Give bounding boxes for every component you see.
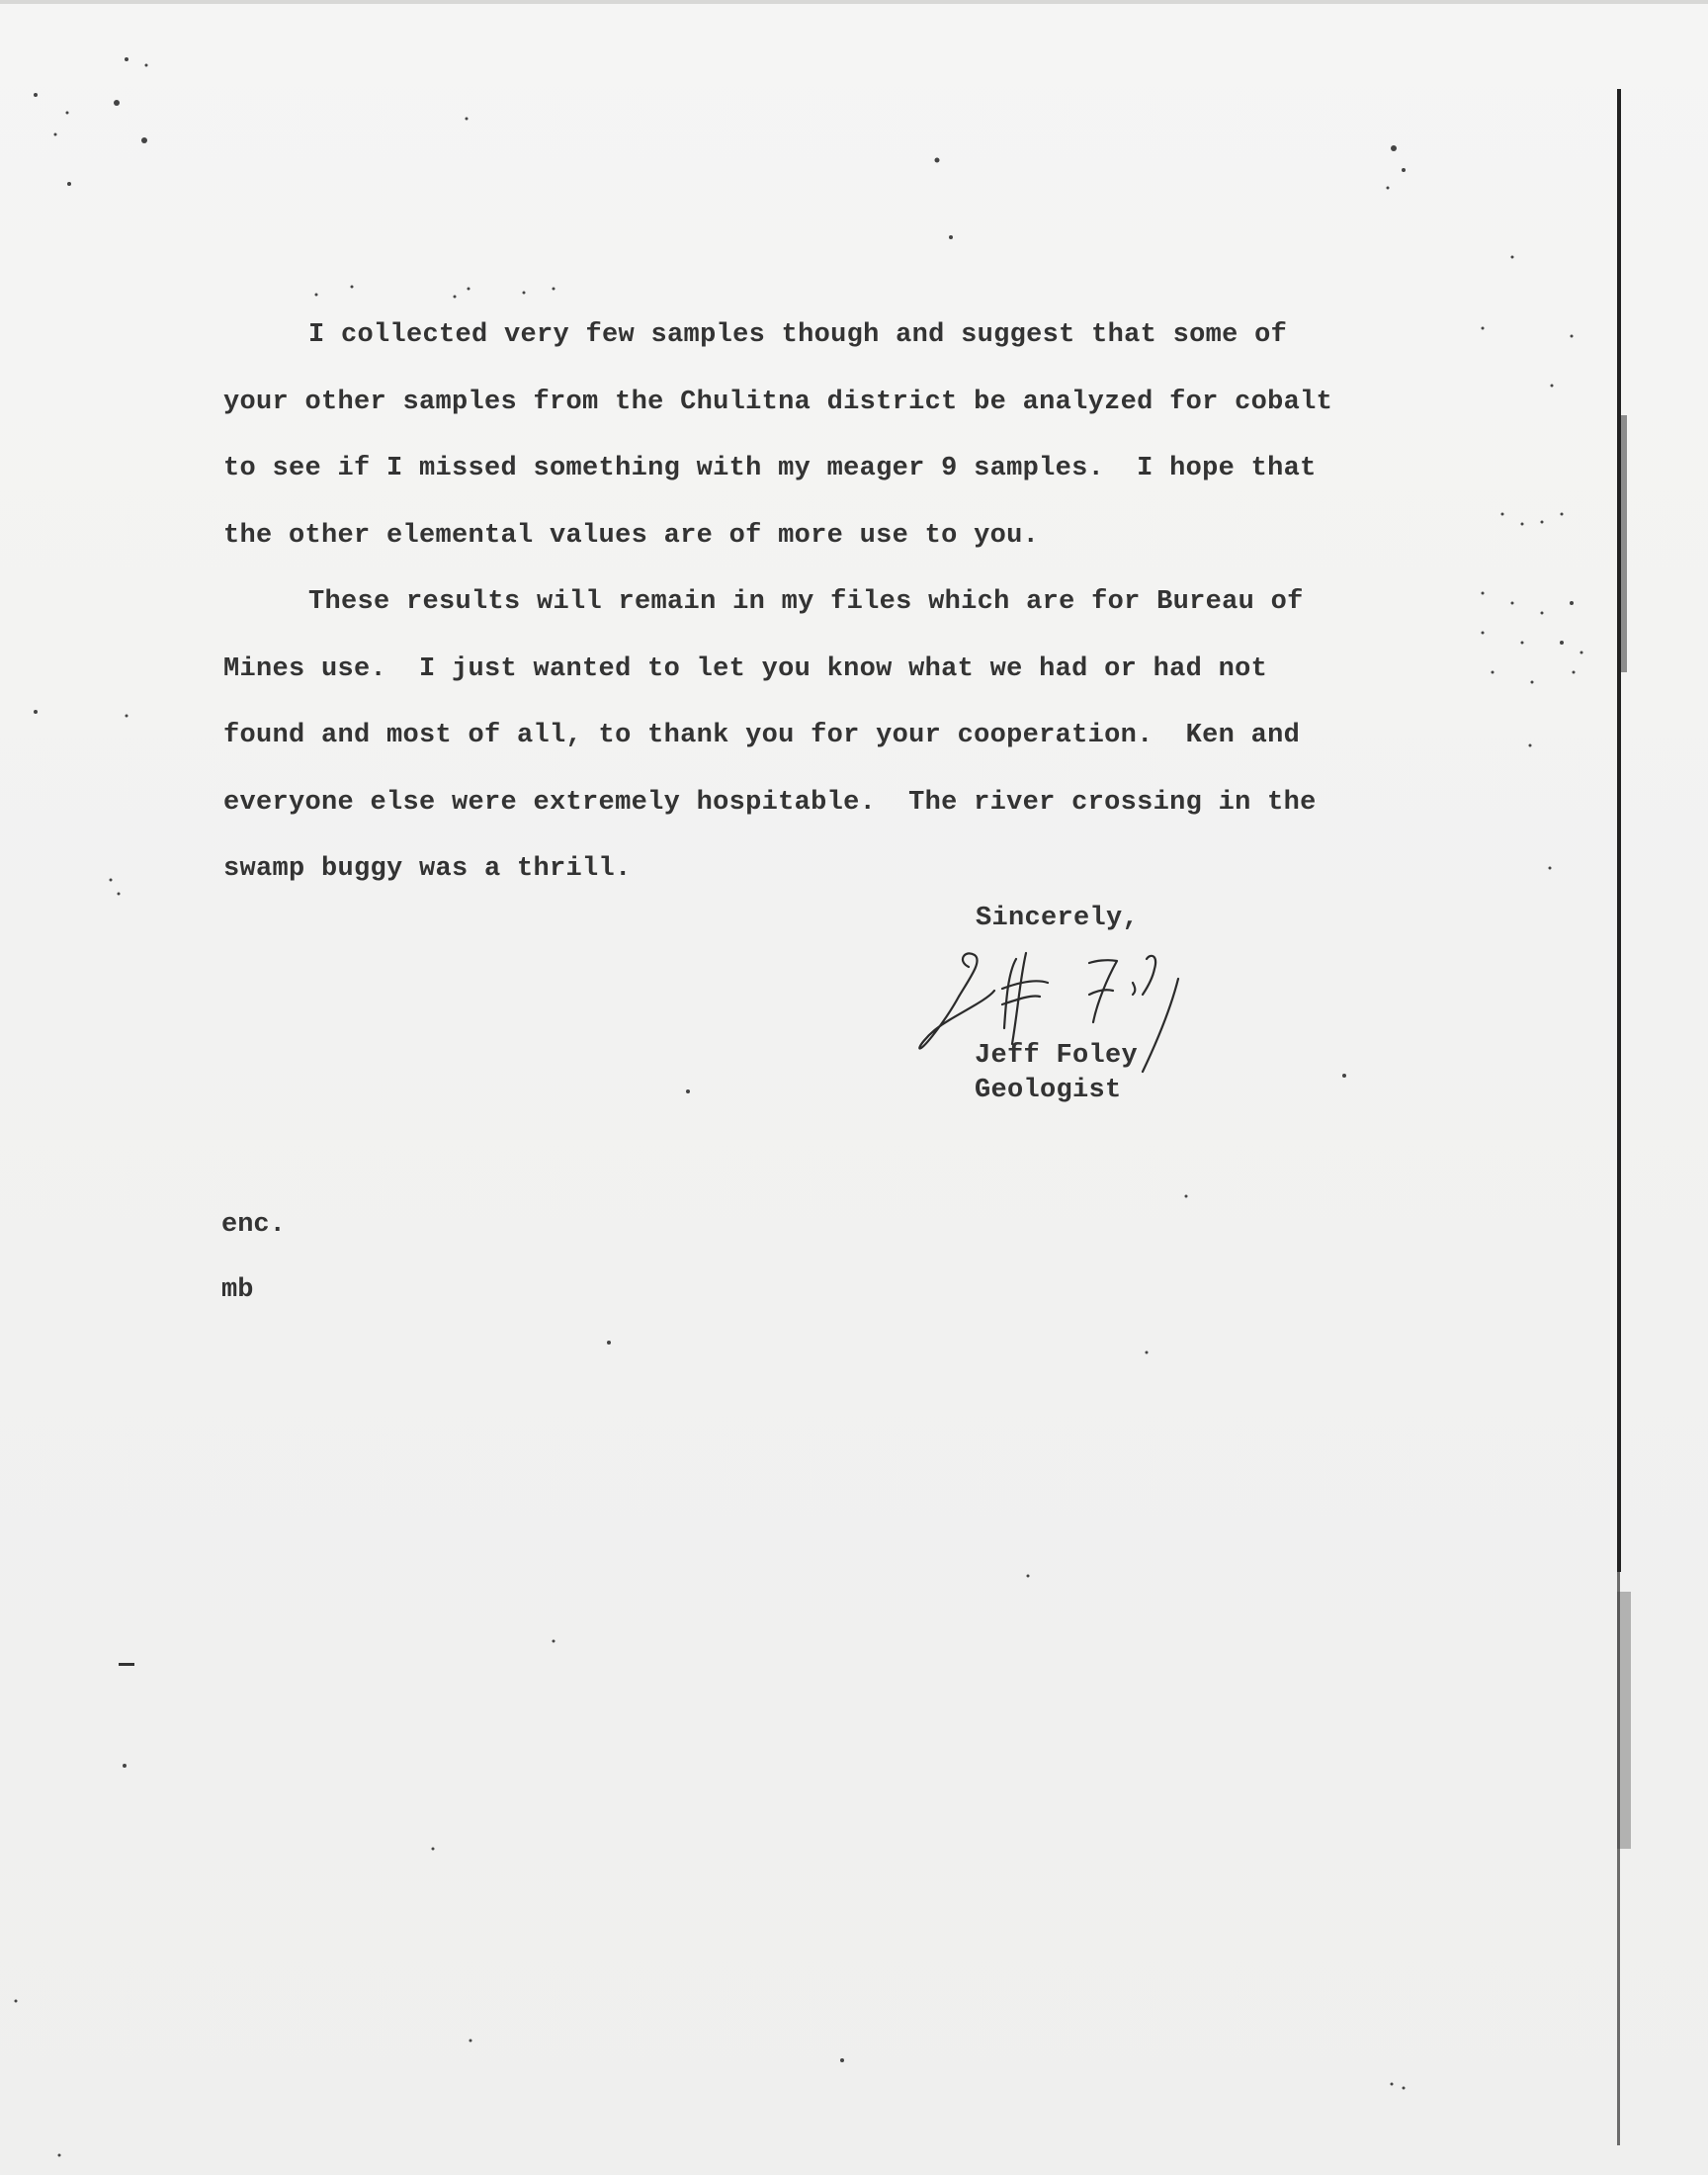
paragraph-2 [223, 569, 1409, 904]
typist-initials: mb [221, 1275, 254, 1305]
signer-title: Geologist [975, 1076, 1122, 1105]
text-line: to see if I missed something with my meager 9 samples. I hope that [223, 454, 1317, 483]
letter-body [223, 303, 1409, 904]
text-line: These results will remain in my files which are for Bureau of [308, 587, 1304, 617]
text-line: I collected very few samples though and suggest that some of [308, 320, 1288, 350]
text-line: your other samples from the Chulitna district be analyzed for cobalt [223, 387, 1333, 417]
text-line: Mines use. I just wanted to let you know what we had or had not [223, 653, 1268, 684]
text-line: found and most of all, to thank you for your cooperation. Ken and [223, 721, 1301, 750]
text-line: everyone else were extremely hospitable. The river crossing in the [223, 787, 1317, 818]
paragraph-1 [223, 303, 1409, 569]
binding-edge-line [1617, 89, 1621, 2145]
signer-name: Jeff Foley [975, 1041, 1139, 1071]
text-line: swamp buggy was a thrill. [223, 854, 632, 884]
page-top-edge [0, 0, 1708, 4]
closing-salutation: Sincerely, [976, 904, 1140, 933]
enclosure-notation: enc. [221, 1210, 286, 1240]
text-line: the other elemental values are of more use to you. [223, 520, 1040, 551]
